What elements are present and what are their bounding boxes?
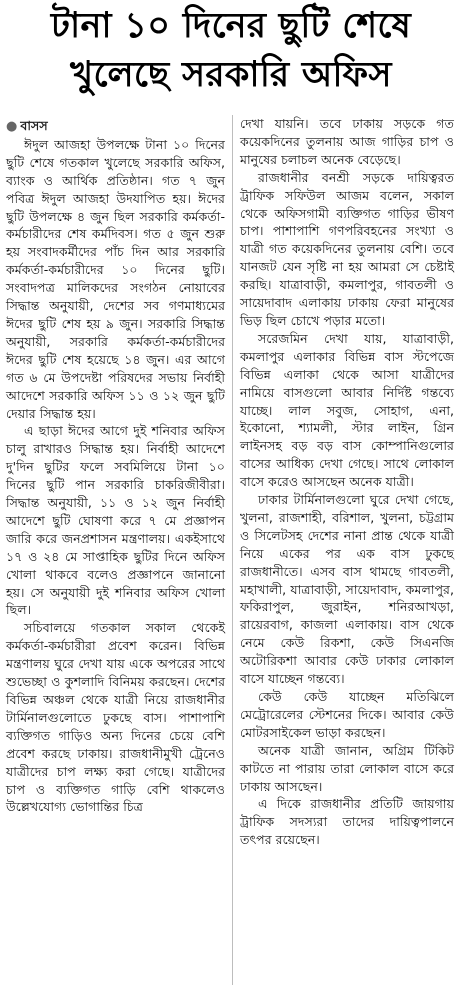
paragraph-right-2: রাজধানীর বনশ্রী সড়কে দায়িত্বরত ট্রাফিক সফিউল আজম বলেন, সকাল থেকে অফিসগামী ব্যক্তিগত গাড়ির ভীষণ চাপ। পাশাপাশি গণপরিবহনের সংখ্যা ও যাত্রী গত কয়েকদিনের তুলনায় বেশি। তবে যানজট যেন সৃষ্টি না হয় আমরা সে চেষ্টাই করছি। যাত্রাবাড়ী, কমলাপুর, গাবতলী ও সায়েদাবাদ এলাকায় ঢাকায় ফেরা মানুষের ভিড় ছিল চোখে পড়ার মতো।	[240, 169, 454, 328]
column-divider	[232, 115, 233, 985]
paragraph-right-6: অনেক যাত্রী জানান, অগ্রিম টিকিট কাটতে না পারায় তারা লোকাল বাসে করে ঢাকায় আসছেন।	[240, 742, 454, 794]
paragraph-right-1: দেখা যায়নি। তবে ঢাকায় সড়কে গত কয়েকদিনের তুলনায় আজ গাড়ির চাপ ও মানুষের চলাচল অনেক বেড়েছে।	[240, 116, 454, 167]
headline-line-1: টানা ১০ দিনের ছুটি শেষে	[50, 6, 412, 46]
paragraph-left-3: সচিবালয়ে গতকাল সকাল থেকেই কর্মকর্তা-কর্মচারীরা প্রবেশ করেন। বিভিন্ন মন্ত্রণালয় ঘুরে দেখা যায় একে অপরের সাথে শুভেচ্ছা ও কুশলাদি বিনিময় করছেন। দেশের বিভিন্ন অঞ্চল থেকে যাত্রী নিয়ে রাজধানীর টার্মিনালগুলোতে ঢুকছে বাস। পাশাপাশি ব্যক্তিগত গাড়িও অন্য দিনের চেয়ে বেশি প্রবেশ করছে ঢাকায়। রাজধানীমুখী ট্রেনেও যাত্রীদের চাপ লক্ষ্য করা গেছে। যাত্রীদের চাপ ও ব্যক্তিগত গাড়ি বেশি থাকলেও উল্লেখযোগ্য ভোগান্তির চিত্র	[6, 620, 225, 815]
article-column-right	[240, 115, 454, 849]
bullet-icon: ●	[6, 119, 18, 134]
paragraph-right-7: এ দিকে রাজধানীর প্রতিটি জায়গায় ট্রাফিক সদস্যরা তাদের দায়িত্বপালনে তৎপর রয়েছেন।	[240, 796, 454, 848]
paragraph-left-1: ঈদুল আজহা উপলক্ষে টানা ১০ দিনের ছুটি শেষে গতকাল খুলেছে সরকারি অফিস, ব্যাংক ও আর্থিক প্রতিষ্ঠান। গত ৭ জুন পবিত্র ঈদুল আজহা উদযাপিত হয়। ঈদের ছুটি উপলক্ষে ৪ জুন ছিল সরকারি কর্মকর্তা-কর্মচারীদের শেষ কর্মদিবস। গত ৫ জুন শুরু হয় সংবাদকর্মীদের পাঁচ দিন আর সরকারি কর্মকর্তা-কর্মচারীদের ১০ দিনের ছুটি। সংবাদপত্র মালিকদের সংগঠন নোয়াবের সিদ্ধান্ত অনুযায়ী, দেশের সব গণমাধ্যমের ঈদের ছুটি শেষ হয় ৯ জুন। সরকারি সিদ্ধান্ত অনুযায়ী, সরকারি কর্মকর্তা-কর্মচারীদের ঈদের ছুটি শেষ হয়েছে ১৪ জুন। এর আগে গত ৬ মে উপদেষ্টা পরিষদের সভায় নির্বাহী আদেশে সরকারি অফিস ১১ ও ১২ জুন ছুটি দেয়ার সিদ্ধান্ত হয়।	[6, 136, 225, 421]
paragraph-right-3: সরেজমিন দেখা যায়, যাত্রাবাড়ী, কমলাপুর এলাকার বিভিন্ন বাস স্টপেজে বিভিন্ন এলাকা থেকে আসা যাত্রীদের নামিয়ে বাসগুলো আবার নির্দিষ্ট গন্তব্যে যাচ্ছে। লাল সবুজ, সোহাগ, এনা, ইকোনো, শ্যামলী, স্টার লাইন, গ্রিন লাইনসহ বড় বড় বাস কোম্পানিগুলোর বাসের আধিক্য দেখা গেছে। সাথে লোকাল বাসে করেও আসছেন অনেক যাত্রী।	[240, 330, 454, 490]
article-column-left	[6, 117, 225, 816]
headline-line-2: খুলেছে সরকারি অফিস	[70, 55, 392, 95]
paragraph-right-5: কেউ কেউ যাচ্ছেন মতিঝিলে মেট্রোরেলের স্টেশনের দিকে। আবার কেউ মোটরসাইকেল ভাড়া করছেন।	[240, 689, 454, 740]
byline	[6, 117, 225, 136]
byline-source: বাসস	[20, 118, 48, 133]
paragraph-left-2: এ ছাড়া ঈদের আগে দুই শনিবার অফিস চালু রাখারও সিদ্ধান্ত হয়। নির্বাহী আদেশে দু'দিন ছুটির ফলে সবমিলিয়ে টানা ১০ দিনের ছুটি পান সরকারি চাকরিজীবীরা। সিদ্ধান্ত অনুযায়ী, ১১ ও ১২ জুন নির্বাহী আদেশে ছুটি ঘোষণা করে ৭ মে প্রজ্ঞাপন জারি করে জনপ্রশাসন মন্ত্রণালয়। একইসাথে ১৭ ও ২৪ মে সাপ্তাহিক ছুটির দিনে অফিস খোলা থাকবে বলেও প্রজ্ঞাপনে জানানো হয়। সে অনুযায়ী দুই শনিবার অফিস খোলা ছিল।	[6, 423, 225, 618]
paragraph-right-4: ঢাকার টার্মিনালগুলো ঘুরে দেখা গেছে, খুলনা, রাজশাহী, বরিশাল, খুলনা, চট্টগ্রাম ও সিলেটসহ দেশের নানা প্রান্ত থেকে যাত্রী নিয়ে একের পর এক বাস ঢুকছে রাজধানীতে। এসব বাস থামছে গাবতলী, মহাখালী, যাত্রাবাড়ী, সায়েদাবাদ, কমলাপুর, ফকিরাপুল, জুরাইন, শনিরআখড়া, রায়েরবাগ, কাজলা এলাকায়। বাস থেকে নেমে কেউ রিকশা, কেউ সিএনজি অটোরিকশা আবার কেউ ঢাকার লোকাল বাসে যাচ্ছেন গন্তব্যে।	[240, 492, 454, 687]
headline	[0, 0, 462, 100]
